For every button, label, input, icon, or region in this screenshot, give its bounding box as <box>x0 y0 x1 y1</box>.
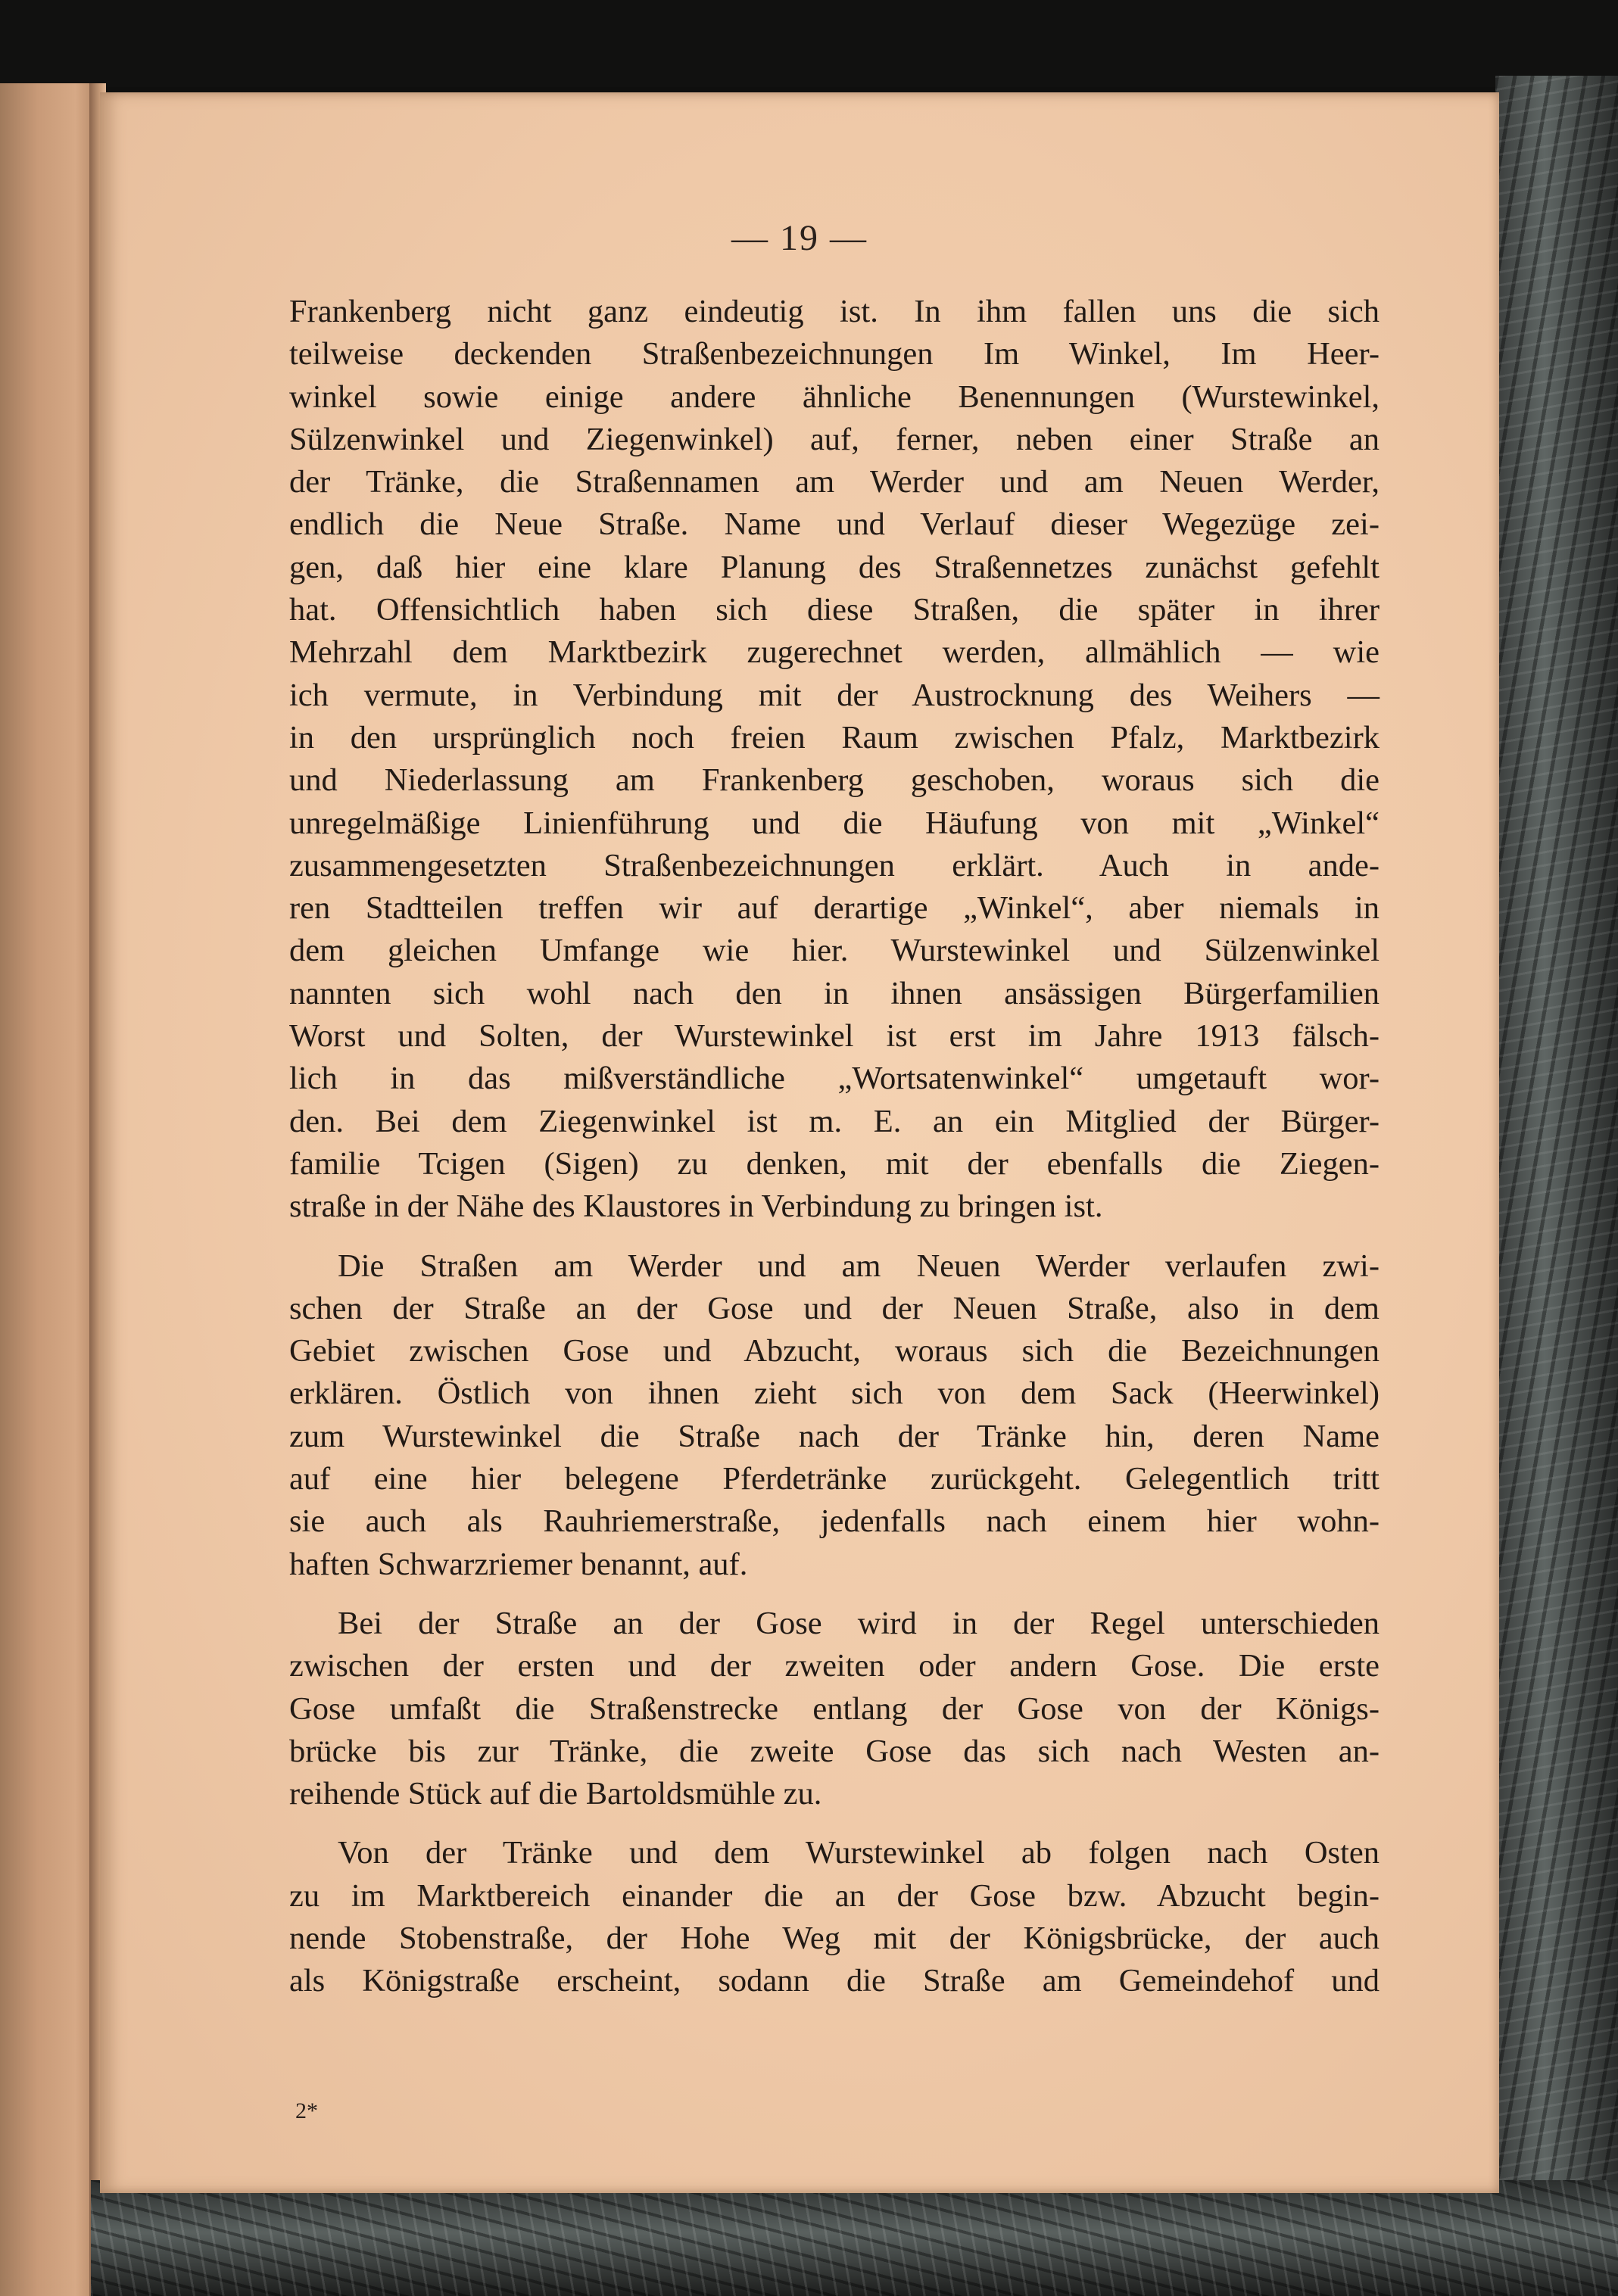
text-line: Worst und Solten, der Wurstewinkel ist erst im Jahre 1913 fälsch- <box>289 1018 1380 1055</box>
text-line: und Niederlassung am Frankenberg geschoben, woraus sich die <box>289 762 1380 799</box>
text-line: nannten sich wohl nach den in ihnen ansässigen Bürgerfamilien <box>289 975 1380 1011</box>
signature-mark: 2* <box>295 2098 318 2123</box>
text-line: hat. Offensichtlich haben sich diese Straßen, die später in ihrer <box>289 592 1380 628</box>
text-line: haften Schwarzriemer benannt, auf. <box>289 1546 748 1582</box>
text-line: Von der Tränke und dem Wurstewinkel ab folgen nach Osten <box>338 1835 1380 1871</box>
text-line: Die Straßen am Werder und am Neuen Werder verlaufen zwi- <box>338 1248 1380 1284</box>
text-line: erklären. Östlich von ihnen zieht sich von dem Sack (Heerwinkel) <box>289 1375 1380 1412</box>
text-line: Bei der Straße an der Gose wird in der Regel unterschieden <box>338 1605 1380 1641</box>
marbled-cover-right <box>1495 76 1618 2296</box>
text-line: auf eine hier belegene Pferdetränke zurückgeht. Gelegentlich tritt <box>289 1461 1380 1497</box>
text-line: gen, daß hier eine klare Planung des Straßennetzes zunächst gefehlt <box>289 549 1380 585</box>
text-line: sie auch als Rauhriemerstraße, jedenfalls nach einem hier wohn- <box>289 1503 1380 1540</box>
page-number: — 19 — <box>731 218 868 258</box>
text-line: Sülzenwinkel und Ziegenwinkel) auf, ferner, neben einer Straße an <box>289 421 1380 457</box>
text-line: in den ursprünglich noch freien Raum zwischen Pfalz, Marktbezirk <box>289 719 1380 755</box>
text-line: lich in das mißverständliche „Wortsatenwinkel“ umgetauft wor- <box>289 1061 1380 1097</box>
text-line: winkel sowie einige andere ähnliche Benennungen (Wurstewinkel, <box>289 379 1380 415</box>
text-line: zu im Marktbereich einander die an der Gose bzw. Abzucht begin- <box>289 1877 1380 1914</box>
text-line: Gose umfaßt die Straßenstrecke entlang der Gose von der Königs- <box>289 1690 1380 1727</box>
text-line: zusammengesetzten Straßenbezeichnungen erklärt. Auch in ande- <box>289 847 1380 883</box>
text-line: Frankenberg nicht ganz eindeutig ist. In ihm fallen uns die sich <box>289 294 1380 329</box>
binding-top-edge <box>0 0 1618 87</box>
text-line: ich vermute, in Verbindung mit der Austrocknung des Weihers — <box>289 677 1380 713</box>
text-line: reihende Stück auf die Bartoldsmühle zu. <box>289 1776 822 1812</box>
paragraph-3 <box>289 1603 1380 1815</box>
marbled-cover-bottom <box>91 2180 1618 2296</box>
text-line: dem gleichen Umfange wie hier. Wurstewinkel und Sülzenwinkel <box>289 933 1380 969</box>
text-line: ren Stadtteilen treffen wir auf derartige „Winkel“, aber niemals in <box>289 890 1380 927</box>
text-line: endlich die Neue Straße. Name und Verlauf dieser Wegezüge zei- <box>289 506 1380 543</box>
text-line: teilweise deckenden Straßenbezeichnungen Im Winkel, Im Heer- <box>289 336 1380 372</box>
text-line: brücke bis zur Tränke, die zweite Gose das sich nach Westen an- <box>289 1733 1380 1769</box>
paragraph-1 <box>289 291 1380 1229</box>
paragraph-4 <box>289 1832 1380 2002</box>
text-line: zwischen der ersten und der zweiten oder andern Gose. Die erste <box>289 1648 1380 1684</box>
text-line: Mehrzahl dem Marktbezirk zugerechnet werden, allmählich — wie <box>289 634 1380 671</box>
facing-page-edge <box>0 83 95 2296</box>
paragraph-2 <box>289 1245 1380 1586</box>
text-line: zum Wurstewinkel die Straße nach der Tränke hin, deren Name <box>289 1418 1380 1454</box>
text-line: als Königstraße erscheint, sodann die Straße am Gemeindehof und <box>289 1963 1380 1999</box>
text-line: nende Stobenstraße, der Hohe Weg mit der Königsbrücke, der auch <box>289 1920 1380 1956</box>
text-line: Gebiet zwischen Gose und Abzucht, woraus sich die Bezeichnungen <box>289 1333 1380 1369</box>
text-line: familie Tcigen (Sigen) zu denken, mit der ebenfalls die Ziegen- <box>289 1145 1380 1182</box>
text-line: schen der Straße an der Gose und der Neuen Straße, also in dem <box>289 1290 1380 1326</box>
text-line: unregelmäßige Linienführung und die Häufung von mit „Winkel“ <box>289 805 1380 841</box>
text-line: der Tränke, die Straßennamen am Werder und am Neuen Werder, <box>289 464 1380 500</box>
text-line: den. Bei dem Ziegenwinkel ist m. E. an ein Mitglied der Bürger- <box>289 1103 1380 1139</box>
book-page <box>100 92 1499 2193</box>
text-line: straße in der Nähe des Klaustores in Verbindung zu bringen ist. <box>289 1188 1103 1225</box>
body-text <box>289 291 1380 2003</box>
